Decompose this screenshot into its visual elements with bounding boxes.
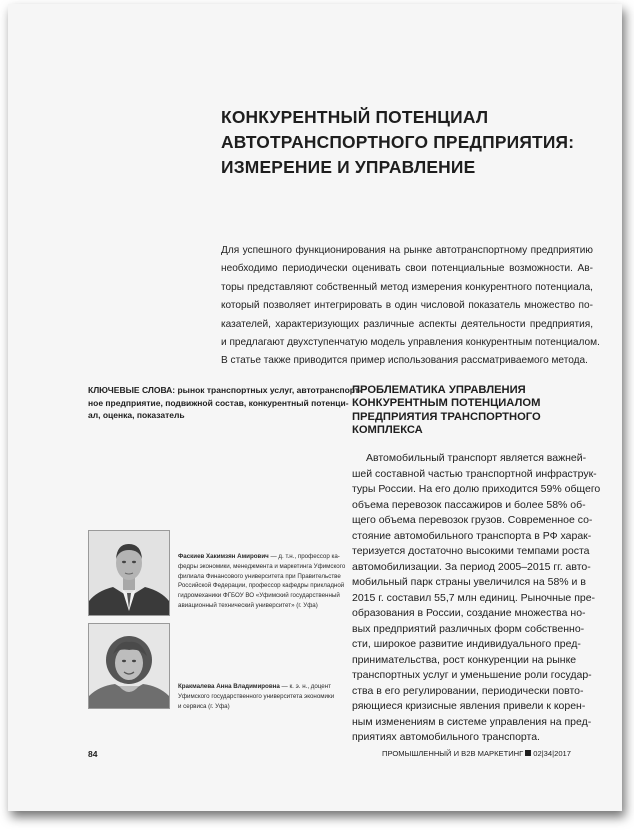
title-line: ИЗМЕРЕНИЕ И УПРАВЛЕНИЕ: [221, 157, 476, 177]
body-line: принимательства, рост конкуренции на рынке: [352, 653, 577, 666]
abstract-line: В статье также приводится пример использования рассматриваемого метода.: [221, 355, 588, 367]
author-photo-1: [88, 530, 170, 616]
section-heading-line: ПРЕДПРИЯТИЯ ТРАНСПОРТНОГО: [352, 410, 541, 423]
body-line: 2015 г. составил 55,7 млн единиц. Рыночные пре-: [352, 591, 596, 604]
keywords-line: КЛЮЧЕВЫЕ СЛОВА: рынок транспортных услуг, автотранспорт-: [88, 385, 362, 395]
journal-page: [8, 4, 622, 811]
author-info-2: [178, 682, 338, 711]
body-line: образования в России, создание множества но-: [352, 607, 586, 619]
journal-issue: 02|34|2017: [533, 749, 571, 758]
body-line: вых предприятий различных форм собственно-: [352, 622, 585, 635]
author-name: Фаскиев Хакимзян Амирович: [178, 553, 269, 560]
author-affiliation-line: Уфимского государственного университета экономики: [178, 692, 335, 700]
abstract-line: Для успешного функционирования на рынке автотранспортному предприятию: [221, 245, 593, 256]
keywords-block: [88, 384, 362, 422]
square-separator-icon: [525, 750, 531, 756]
author-photo-2: [88, 623, 170, 709]
keywords-line: ное предприятие, подвижной состав, конкурентный потенци-: [88, 397, 349, 408]
body-line: сти, широкое развитие индивидуального пред-: [352, 638, 581, 650]
abstract-line: необходимо периодически оценивать свои потенциальные возможности. Ав-: [221, 263, 593, 275]
author-affiliation-line: филиала Финансового университета при Правительстве: [178, 572, 341, 580]
body-line: теризуется достаточно высокими темпами роста: [352, 545, 590, 557]
body-line: стояние автомобильного транспорта в РФ харак-: [352, 529, 592, 542]
body-line: Автомобильный транспорт является важней-: [366, 452, 587, 464]
article-body: [352, 451, 601, 746]
journal-name: ПРОМЫШЛЕННЫЙ И B2B МАРКЕТИНГ: [382, 749, 524, 758]
section-heading-line: ПРОБЛЕМАТИКА УПРАВЛЕНИЯ: [352, 384, 526, 396]
author-info-1: [178, 552, 346, 611]
body-line: ряющиеся кризисные явления привели к корен-: [352, 700, 586, 712]
author-affiliation-line: гидромеханики ФГБОУ ВО «Уфимский государственный: [178, 592, 340, 600]
body-line: мобильный парк страны увеличился на 58% и в: [352, 576, 586, 588]
author-affiliation-line: — к. э. н., доцент: [281, 683, 331, 690]
body-line: шей составной частью транспортной инфраструк-: [352, 467, 597, 480]
body-line: приятиях автомобильного транспорта.: [352, 731, 540, 743]
body-line: ным изменениям в системе управления на пред-: [352, 715, 592, 728]
article-title: [221, 105, 601, 180]
section-heading-line: КОМПЛЕКСА: [352, 424, 423, 437]
author-affiliation-line: авиационный технический университет» (г. Уфа): [178, 601, 318, 609]
article-abstract: [221, 242, 600, 371]
page-number: 84: [88, 749, 98, 759]
author-affiliation-line: Российской Федерации, профессор кафедры прикладной: [178, 582, 345, 590]
section-heading: [352, 384, 602, 438]
body-line: объема перевозок пассажиров и более 58% об-: [352, 498, 586, 511]
abstract-line: торы представляют собственный метод измерения конкурентного потенциала,: [221, 281, 593, 293]
author-affiliation-line: — д. т.н., профессор ка-: [270, 553, 340, 560]
author-affiliation-line: федры экономики, менеджмента и маркетинга Уфимского: [178, 562, 346, 570]
keywords-line: ал, оценка, показатель: [88, 410, 185, 421]
journal-footer: [382, 749, 571, 758]
portrait-man-icon: [89, 531, 169, 615]
title-line: КОНКУРЕНТНЫЙ ПОТЕНЦИАЛ: [221, 107, 489, 127]
body-line: транспортных услуг и уменьшение роли государ-: [352, 669, 592, 681]
body-line: туры России. На его долю приходится 59% общего: [352, 483, 601, 495]
author-affiliation-line: и сервиса (г. Уфа): [178, 702, 230, 710]
abstract-line: казателей, характеризующих различные аспекты деятельности предприятия,: [221, 318, 593, 330]
portrait-woman-icon: [89, 624, 169, 708]
title-line: АВТОТРАНСПОРТНОГО ПРЕДПРИЯТИЯ:: [221, 132, 575, 152]
abstract-line: который позволяет интегрировать в один числовой показатель множество по-: [221, 300, 593, 312]
abstract-line: и предлагают двухступенчатую модель управления конкурентным потенциалом.: [221, 337, 600, 349]
section-heading-line: КОНКУРЕНТНЫМ ПОТЕНЦИАЛОМ: [352, 397, 541, 410]
author-name: Кракмалева Анна Владимировна: [178, 683, 280, 690]
body-line: щего объема перевозок грузов. Современное со-: [352, 514, 593, 526]
body-line: ства в его регулировании, периодически повто-: [352, 684, 584, 697]
body-line: автомобилизации. За период 2005–2015 гг. авто-: [352, 560, 591, 573]
